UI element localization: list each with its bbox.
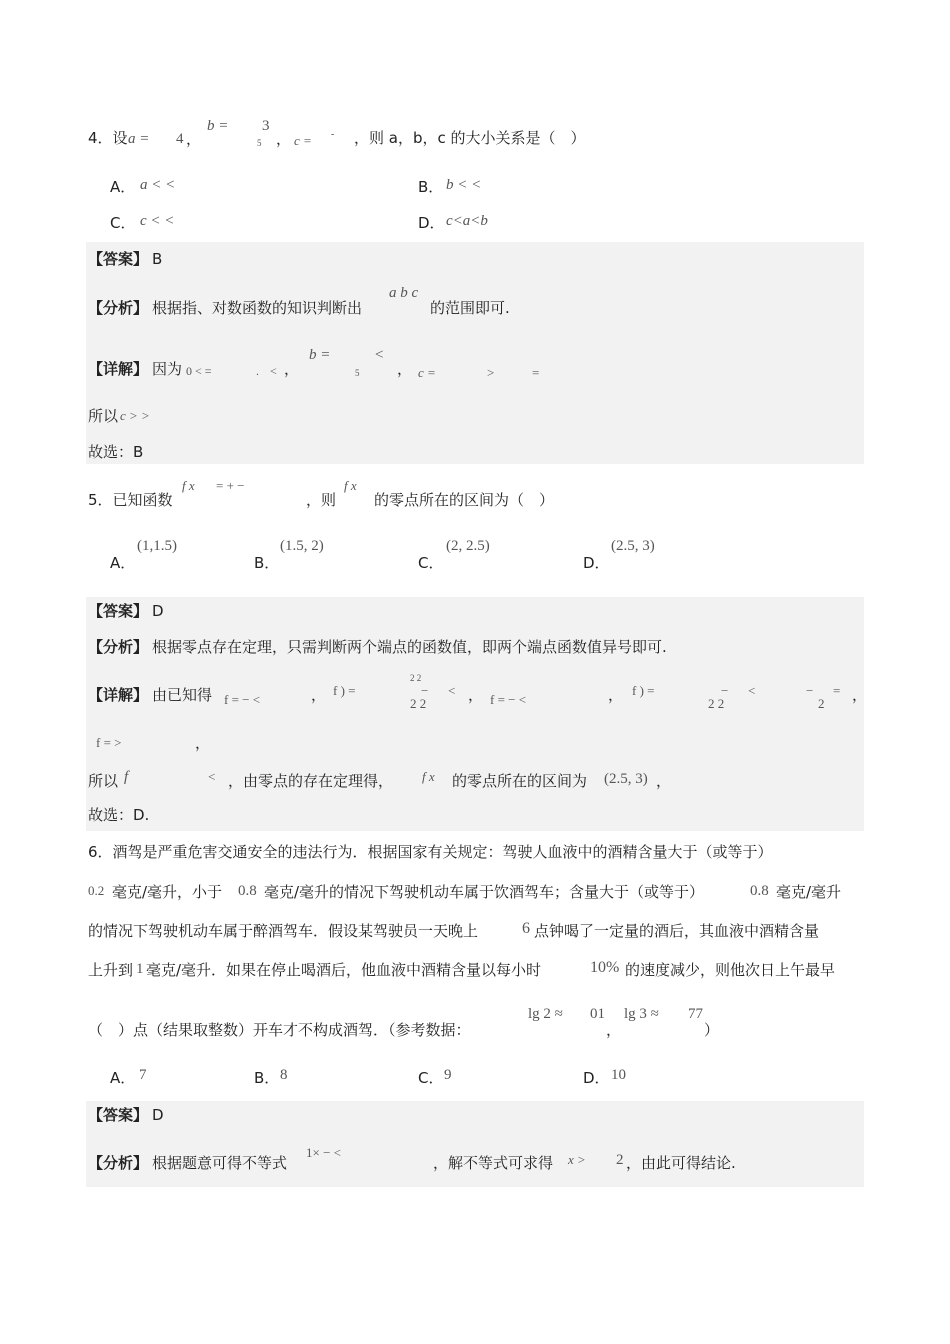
q5-so-f: f — [124, 769, 129, 785]
q6-l4-n2: 10% — [590, 959, 620, 976]
q6-l2-t1: 毫克/毫升，小于 — [112, 883, 223, 901]
q4-detail-c-eq: = — [532, 365, 540, 380]
q5-so-end: ， — [656, 772, 672, 790]
q4-detail-m1b: . — [256, 364, 259, 378]
q5-option-c-expr: (2, 2.5) — [446, 538, 490, 554]
q4-choose: 故选：B — [88, 443, 144, 461]
q5-so-prefix: 所以 — [88, 772, 119, 790]
q4-b-eq: b = — [207, 118, 229, 134]
q6-l2-t3: 毫克/毫升 — [776, 883, 842, 901]
q6-option-c-expr: 9 — [444, 1067, 452, 1083]
q6-line1: 6．酒驾是严重危害交通安全的违法行为．根据国家有关规定：驾驶人血液中的酒精含量大于（或等于） — [88, 843, 773, 861]
q4-detail-b-lt: < — [375, 347, 384, 363]
q6-l5-t1: （ ）点（结果取整数）开车才不构成酒驾．（参考数据： — [88, 1021, 471, 1039]
q5-d3: f = − < — [490, 692, 527, 707]
q4-option-b-label: B． — [418, 178, 444, 196]
q6-answer: D — [152, 1106, 164, 1124]
q5-option-b-label: B． — [254, 554, 280, 572]
q5-d2-frac: 2 2 — [410, 696, 427, 711]
q4-option-d-label: D． — [418, 214, 445, 232]
q4-analysis-tag: 【分析】 — [88, 299, 149, 317]
q5-option-a-expr: (1,1.5) — [137, 538, 177, 554]
q5-option-d-expr: (2.5, 3) — [611, 538, 655, 554]
q6-option-d-label: D． — [583, 1069, 610, 1087]
q6-l4-t1: 上升到 — [88, 961, 134, 979]
q6-analysis-tag: 【分析】 — [88, 1154, 149, 1172]
q5-d2-op: − — [421, 683, 429, 698]
q5-so-suffix: 的零点所在的区间为 — [452, 772, 588, 790]
q5-d4-frac: 2 2 — [708, 696, 725, 711]
q6-l4-n1: 1 — [136, 961, 144, 977]
q6-analysis-suffix: ，由此可得结论. — [626, 1154, 736, 1172]
q5-option-b-expr: (1.5, 2) — [280, 538, 324, 554]
q5-analysis-tag: 【分析】 — [88, 638, 149, 656]
q5-d4-tail2: 2 — [818, 696, 825, 711]
q6-l2-t2: 毫克/毫升的情况下驾驶机动车属于饮酒驾车；含量大于（或等于） — [264, 883, 705, 901]
q5-sep2: ， — [468, 686, 484, 704]
q6-l2-n2: 0.8 — [238, 883, 257, 899]
q5-stem-suffix: 的零点所在的区间为（ ） — [374, 491, 555, 509]
q4-analysis-suffix: 的范围即可. — [430, 299, 510, 317]
q4-detail-c: c = — [418, 365, 436, 380]
q4-option-a-label: A． — [110, 178, 136, 196]
q6-solution: x > — [568, 1152, 586, 1167]
q6-l3-n: 6 — [522, 920, 530, 937]
q5-l2-comma: ， — [195, 734, 211, 752]
q4-option-c-expr: c < < — [140, 213, 175, 229]
q5-d4-op: − — [721, 683, 729, 698]
q4-option-a-expr: a < < — [140, 177, 176, 193]
q5-solution-box — [86, 597, 864, 831]
q6-l5-m2v: 77 — [688, 1006, 703, 1022]
q5-so-interval: (2.5, 3) — [604, 771, 648, 787]
q5-sep4: ， — [852, 686, 868, 704]
q6-option-a-label: A． — [110, 1069, 136, 1087]
q5-option-d-label: D． — [583, 554, 610, 572]
q4-detail-tag: 【详解】 — [88, 360, 149, 378]
q4-so-prefix: 所以 — [88, 407, 119, 425]
q6-option-b-label: B． — [254, 1069, 280, 1087]
q4-b-num: 3 — [262, 118, 270, 134]
q5-stem-prefix: 5．已知函数 — [88, 491, 173, 509]
q5-fx-rhs: = + − — [216, 478, 245, 493]
q4-a-val: 4 — [176, 131, 184, 147]
q4-option-b-expr: b < < — [446, 177, 482, 193]
q4-answer: B — [152, 250, 163, 268]
q5-answer: D — [152, 602, 164, 620]
q5-stem-mid: ，则 — [306, 491, 337, 509]
q4-stem-suffix: ，则 a，b，c 的大小关系是（ ） — [354, 129, 586, 147]
q6-option-a-expr: 7 — [139, 1067, 147, 1083]
q4-c-dash: - — [331, 129, 335, 140]
q5-d4: f ) = — [632, 683, 655, 698]
q4-comma1: ， — [186, 130, 202, 148]
q4-option-d-expr: c<a<b — [446, 213, 488, 229]
q5-so-lt: < — [208, 769, 216, 784]
q6-analysis-prefix: 根据题意可得不等式 — [152, 1154, 288, 1172]
q4-solution-box — [86, 242, 864, 464]
q5-so-mid: ，由零点的存在定理得， — [228, 772, 394, 790]
q5-d2-lt: < — [448, 683, 456, 698]
q4-a-eq: a = — [128, 131, 150, 147]
q4-detail-b: b = — [309, 347, 331, 363]
q4-so-expr: c > > — [120, 408, 150, 423]
q4-c-eq: c = — [294, 133, 312, 148]
q5-d1: f = − < — [224, 692, 261, 707]
q4-detail-prefix: 因为 — [152, 360, 183, 378]
q4-detail-b-small: 5 — [355, 368, 360, 378]
q6-l2-n1: 0.2 — [88, 883, 105, 898]
q6-l4-t2: 毫克/毫升．如果在停止喝酒后，他血液中酒精含量以每小时 — [146, 961, 542, 979]
q6-option-d-expr: 10 — [611, 1067, 626, 1083]
q4-option-c-label: C． — [110, 214, 136, 232]
q4-detail-m1c: < — [270, 364, 277, 378]
q6-l5-end: ） — [704, 1021, 720, 1039]
q4-stem-prefix: 4．设 — [88, 129, 128, 147]
q5-d4-tail: − — [806, 683, 814, 698]
q5-l2: f = > — [96, 735, 122, 750]
q4-detail-comma: ， — [284, 360, 300, 378]
q6-answer-tag: 【答案】 — [88, 1106, 149, 1124]
q4-comma2: ， — [276, 130, 292, 148]
q5-so-fx: f x — [422, 769, 435, 784]
q4-detail-comma2: ， — [397, 360, 413, 378]
q4-b-small: 5 — [257, 138, 262, 148]
q5-answer-tag: 【答案】 — [88, 602, 149, 620]
q4-analysis-text: 根据指、对数函数的知识判断出 — [152, 299, 363, 317]
q5-d4-eq: = — [833, 683, 841, 698]
q6-inequality: 1× − < — [306, 1145, 341, 1160]
q5-choose: 故选：D. — [88, 806, 150, 824]
q5-d2-top: 2 2 — [410, 673, 422, 683]
q4-detail-m1: 0 < = — [186, 364, 212, 378]
q4-analysis-vars: a b c — [389, 285, 419, 301]
q6-l3-t2: 点钟喝了一定量的酒后，其血液中酒精含量 — [534, 922, 820, 940]
q5-d2: f ) = — [333, 683, 356, 698]
q5-analysis: 根据零点存在定理，只需判断两个端点的函数值，即两个端点函数值异号即可. — [152, 638, 667, 656]
q6-option-c-label: C． — [418, 1069, 444, 1087]
q6-l5-comma: ， — [606, 1021, 622, 1039]
q6-l5-m1: lg 2 ≈ — [528, 1006, 563, 1022]
q6-solution-box — [86, 1101, 864, 1187]
q6-l2-n3: 0.8 — [750, 883, 769, 899]
q6-l5-m1v: 01 — [590, 1006, 605, 1022]
q6-l5-m2: lg 3 ≈ — [624, 1006, 659, 1022]
q5-sep1: ， — [311, 686, 327, 704]
q6-l3-t1: 的情况下驾驶机动车属于醉酒驾车．假设某驾驶员一天晚上 — [88, 922, 479, 940]
q5-fx2: f x — [344, 478, 357, 493]
q5-detail-tag: 【详解】 — [88, 686, 149, 704]
q6-solution-2: 2 — [616, 1152, 624, 1168]
q5-fx: f x — [182, 478, 195, 493]
q5-option-a-label: A． — [110, 554, 136, 572]
q4-answer-tag: 【答案】 — [88, 250, 149, 268]
q5-detail-prefix: 由已知得 — [152, 686, 213, 704]
q6-analysis-mid: ，解不等式可求得 — [433, 1154, 554, 1172]
q5-sep3: ， — [608, 686, 624, 704]
q6-l4-t3: 的速度减少，则他次日上午最早 — [625, 961, 836, 979]
q5-option-c-label: C． — [418, 554, 444, 572]
q4-detail-c-gt: > — [487, 365, 495, 380]
q5-d4-lt: < — [748, 683, 756, 698]
q6-option-b-expr: 8 — [280, 1067, 288, 1083]
